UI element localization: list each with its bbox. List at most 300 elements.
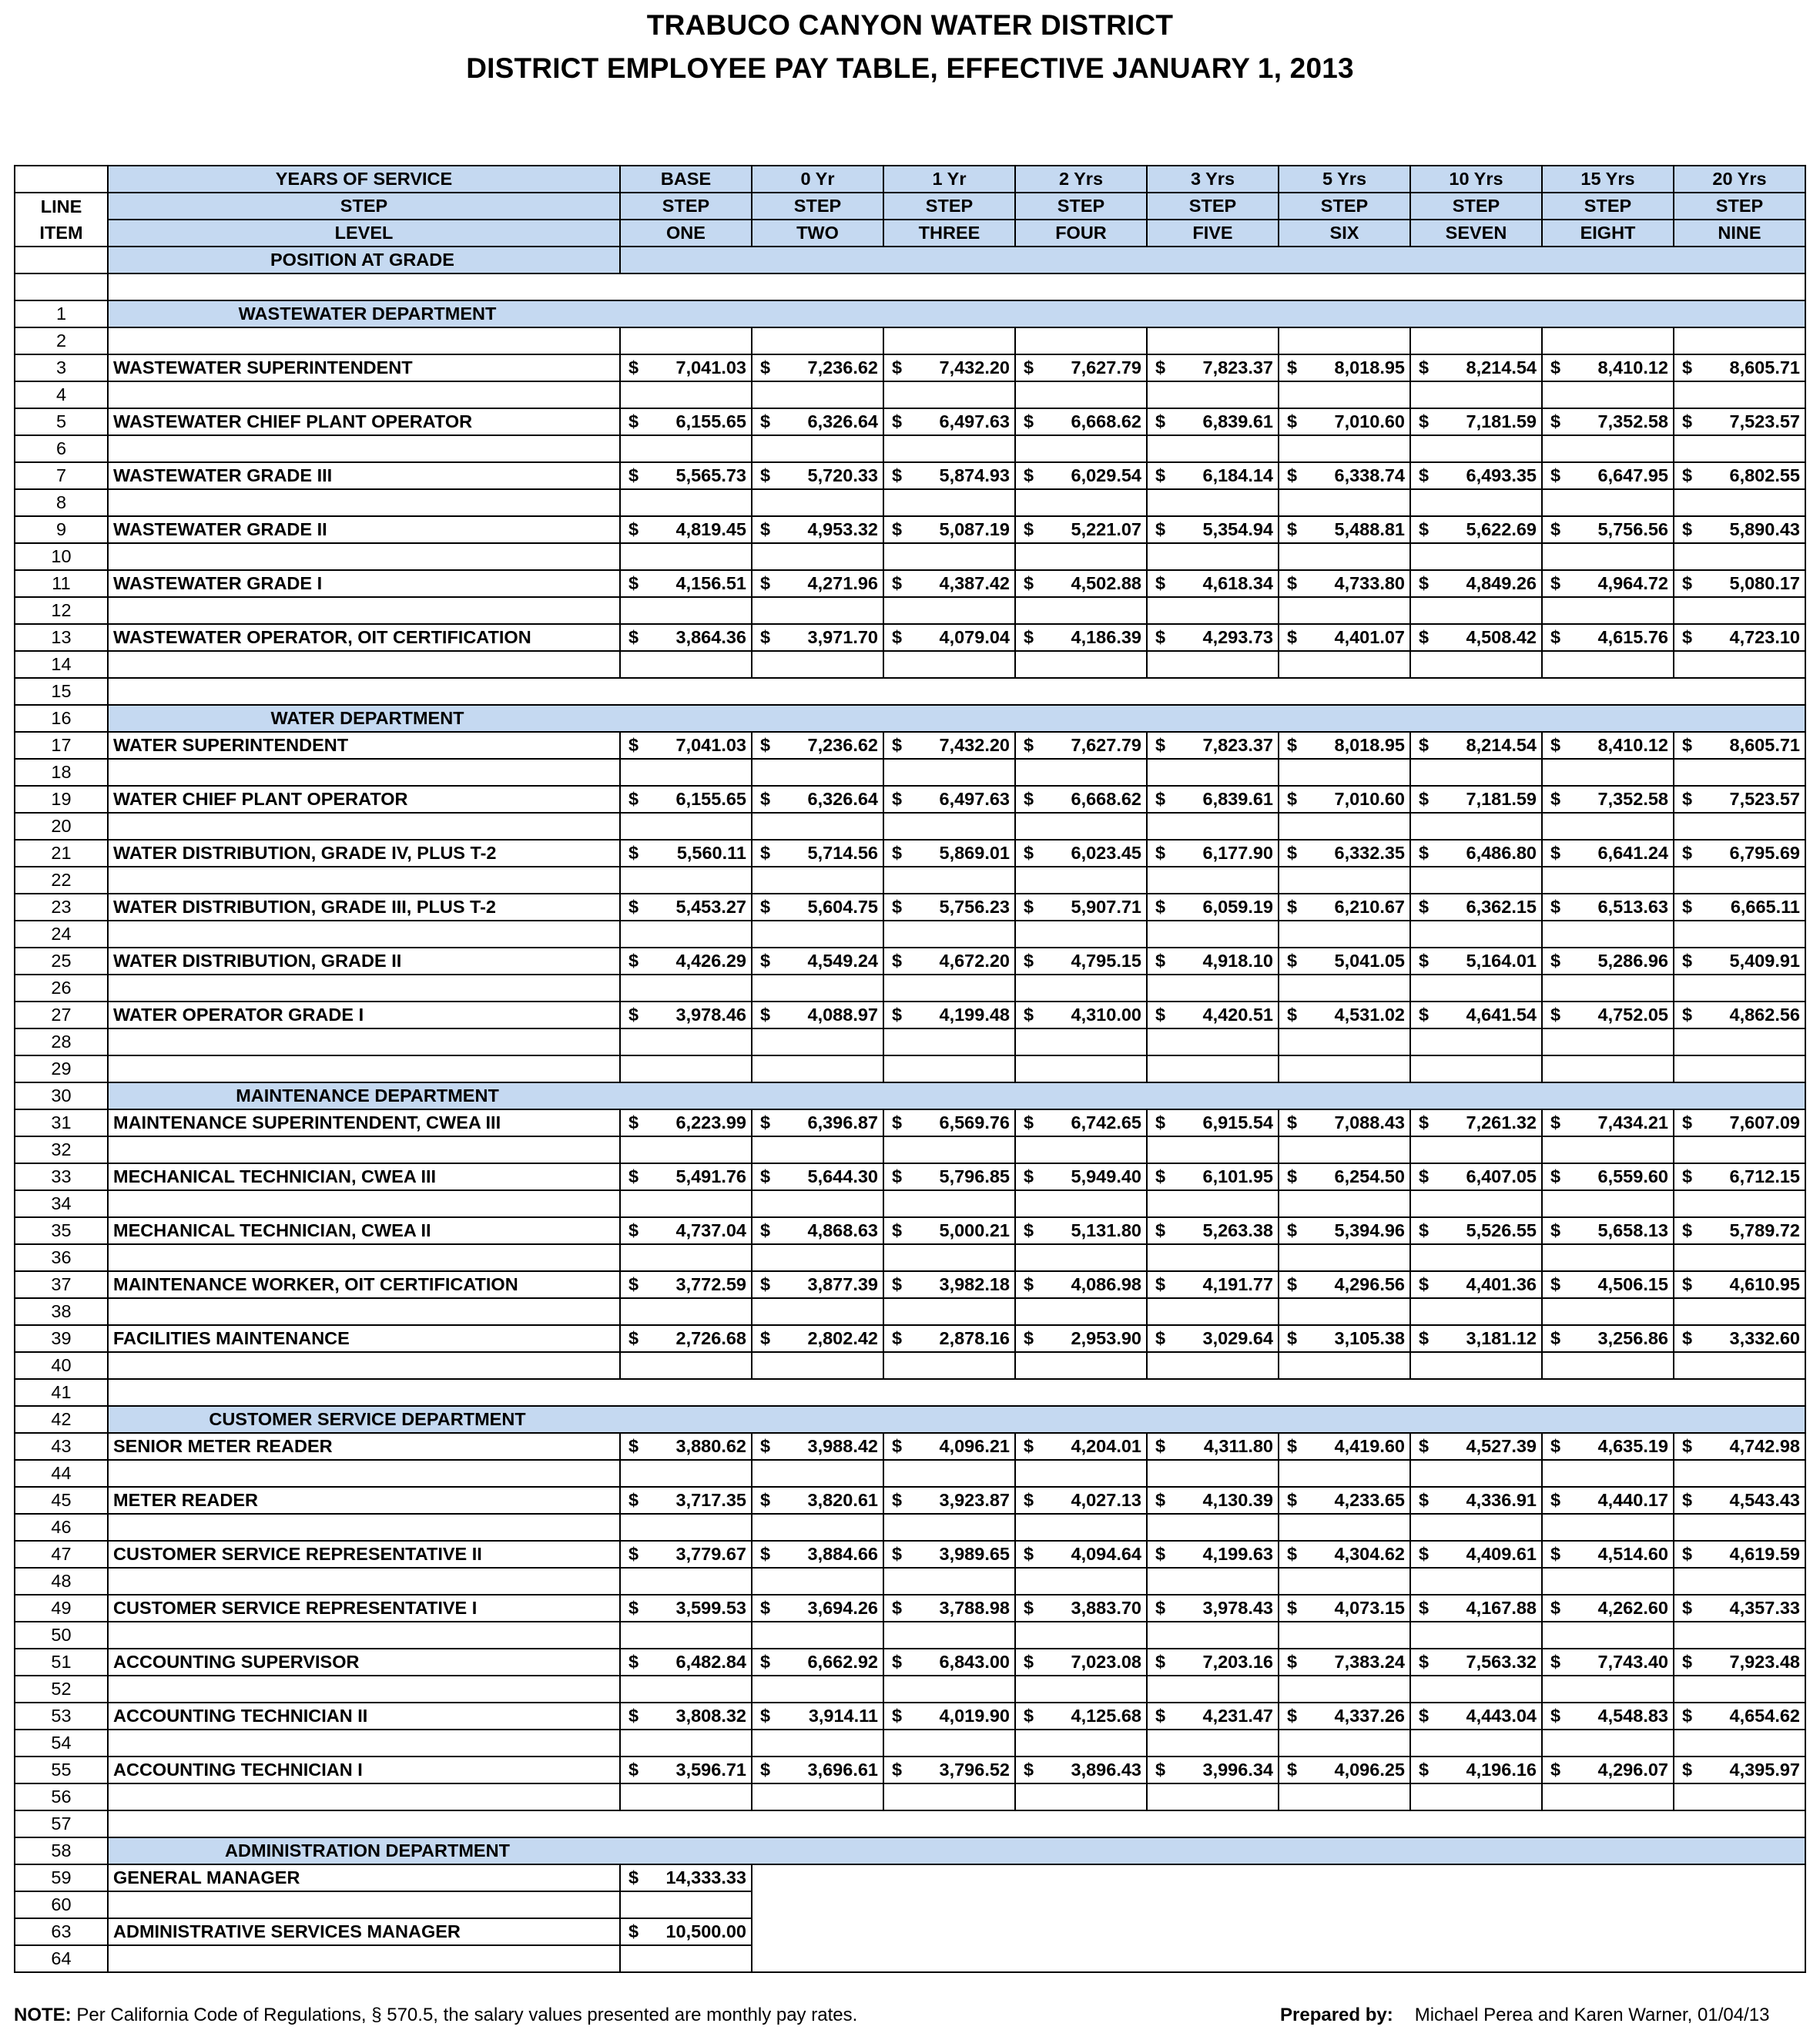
pay-amount: [752, 462, 883, 489]
level-header: SIX: [1279, 220, 1410, 247]
amount-value: 2,802.42: [807, 1328, 878, 1348]
amount-value: 7,023.08: [1071, 1652, 1141, 1672]
amount-value: 4,543.43: [1729, 1490, 1800, 1510]
pay-amount: [620, 1433, 752, 1460]
blank-row: [15, 921, 1805, 948]
currency-symbol: $: [1682, 573, 1693, 593]
amount-value: 6,843.00: [939, 1652, 1010, 1672]
currency-symbol: $: [1155, 357, 1166, 377]
currency-symbol: $: [760, 1544, 771, 1564]
blank-cell: [752, 1730, 883, 1757]
currency-symbol: $: [1155, 1274, 1166, 1294]
currency-symbol: $: [1550, 1436, 1561, 1456]
currency-symbol: $: [1682, 411, 1693, 431]
blank-cell: [1279, 1190, 1410, 1217]
blank-cell: [883, 1298, 1015, 1325]
amount-value: 6,407.05: [1466, 1166, 1537, 1186]
line-number: 9: [15, 516, 108, 543]
years-header: 5 Yrs: [1279, 166, 1410, 193]
currency-symbol: $: [628, 411, 639, 431]
line-number: 36: [15, 1244, 108, 1271]
amount-value: 7,236.62: [807, 357, 878, 377]
currency-symbol: $: [1155, 951, 1166, 971]
amount-value: 3,772.59: [675, 1274, 746, 1294]
amount-value: 3,877.39: [807, 1274, 878, 1294]
currency-symbol: $: [892, 1166, 903, 1186]
amount-value: 6,101.95: [1202, 1166, 1273, 1186]
blank-cell: [108, 651, 620, 678]
currency-symbol: $: [1682, 1005, 1693, 1025]
blank-cell: [752, 435, 883, 462]
blank-cell: [620, 1945, 752, 1972]
line-number: 46: [15, 1514, 108, 1541]
amount-value: 3,884.66: [807, 1544, 878, 1564]
amount-value: 7,823.37: [1202, 735, 1273, 755]
position-row: [15, 1163, 1805, 1190]
amount-value: 4,508.42: [1466, 627, 1537, 647]
amount-value: 3,978.43: [1202, 1598, 1273, 1618]
line-number: 64: [15, 1945, 108, 1972]
amount-value: 4,615.76: [1597, 627, 1668, 647]
pay-amount: [883, 786, 1015, 813]
amount-value: 4,531.02: [1334, 1005, 1405, 1025]
currency-symbol: $: [1024, 1544, 1034, 1564]
pay-amount: [1410, 732, 1542, 759]
amount-value: 4,096.21: [939, 1436, 1010, 1456]
amount-value: 6,668.62: [1071, 789, 1141, 809]
amount-value: 4,440.17: [1597, 1490, 1668, 1510]
currency-symbol: $: [1419, 735, 1430, 755]
blank-row: [15, 1136, 1805, 1163]
currency-symbol: $: [1024, 1112, 1034, 1132]
line-number: 58: [15, 1837, 108, 1864]
currency-symbol: $: [1550, 519, 1561, 539]
blank-cell: [1015, 1460, 1147, 1487]
currency-symbol: $: [1287, 573, 1298, 593]
amount-value: 7,563.32: [1466, 1652, 1537, 1672]
amount-value: 7,010.60: [1334, 411, 1405, 431]
pay-amount: [1147, 408, 1279, 435]
pay-amount: [620, 786, 752, 813]
currency-symbol: $: [1682, 1328, 1693, 1348]
blank-cell: [1542, 1730, 1674, 1757]
line-number: 59: [15, 1864, 108, 1891]
pay-amount: [1674, 894, 1805, 921]
blank-cell: [1542, 1352, 1674, 1379]
amount-value: 7,352.58: [1597, 789, 1668, 809]
pay-amount: [883, 1325, 1015, 1352]
currency-symbol: $: [1155, 519, 1166, 539]
amount-value: 4,742.98: [1729, 1436, 1800, 1456]
currency-symbol: $: [892, 1112, 903, 1132]
pay-amount: [1410, 462, 1542, 489]
currency-symbol: $: [1155, 1544, 1166, 1564]
blank-cell: [620, 1055, 752, 1082]
currency-symbol: $: [1287, 951, 1298, 971]
blank-cell: [752, 543, 883, 570]
department-label: MAINTENANCE DEPARTMENT: [236, 1085, 499, 1106]
blank-cell: [1279, 435, 1410, 462]
position-name: WASTEWATER CHIEF PLANT OPERATOR: [108, 408, 620, 435]
blank-cell: [1147, 597, 1279, 624]
line-number: 56: [15, 1783, 108, 1810]
line-number: 45: [15, 1487, 108, 1514]
pay-amount: [1279, 1487, 1410, 1514]
currency-symbol: $: [1550, 1005, 1561, 1025]
pay-amount: [1410, 1433, 1542, 1460]
pay-amount: [1015, 354, 1147, 381]
blank-cell: [108, 381, 620, 408]
pay-amount: [1410, 840, 1542, 867]
blank-cell: [1147, 867, 1279, 894]
amount-value: 3,880.62: [675, 1436, 746, 1456]
amount-value: 3,796.52: [939, 1760, 1010, 1780]
amount-value: 8,605.71: [1729, 735, 1800, 755]
line-number: 31: [15, 1109, 108, 1136]
years-header: 10 Yrs: [1410, 166, 1542, 193]
pay-amount: [1279, 1109, 1410, 1136]
amount-value: 6,493.35: [1466, 465, 1537, 485]
currency-symbol: $: [1024, 1706, 1034, 1726]
currency-symbol: $: [1287, 1652, 1298, 1672]
header-row-years: [15, 166, 1805, 193]
step-header: STEP: [752, 193, 883, 220]
position-row: [15, 1541, 1805, 1568]
currency-symbol: $: [1024, 1598, 1034, 1618]
pay-amount: [1279, 516, 1410, 543]
blank-cell: [620, 1514, 752, 1541]
currency-symbol: $: [1419, 1652, 1430, 1672]
pay-amount: [620, 1757, 752, 1783]
pay-amount: [1674, 516, 1805, 543]
currency-symbol: $: [760, 573, 771, 593]
blank-cell: [1015, 867, 1147, 894]
amount-value: 4,795.15: [1071, 951, 1141, 971]
blank-cell: [108, 1298, 620, 1325]
blank-cell: [883, 381, 1015, 408]
blank-cell: [108, 759, 620, 786]
amount-value: 4,618.34: [1202, 573, 1273, 593]
blank-cell: [620, 1568, 752, 1595]
amount-value: 4,199.63: [1202, 1544, 1273, 1564]
blank-cell: [883, 1622, 1015, 1649]
pay-amount: [883, 1109, 1015, 1136]
amount-value: 4,672.20: [939, 951, 1010, 971]
line-number: 42: [15, 1406, 108, 1433]
blank-cell: [883, 1136, 1015, 1163]
blank-row: [15, 1945, 1805, 1972]
blank-row: [15, 1568, 1805, 1595]
blank-cell: [1674, 543, 1805, 570]
blank-cell: [1674, 381, 1805, 408]
line-number: 32: [15, 1136, 108, 1163]
amount-value: 7,041.03: [675, 735, 746, 755]
blank-cell: [883, 1244, 1015, 1271]
amount-value: 3,696.61: [807, 1760, 878, 1780]
amount-value: 4,271.96: [807, 573, 878, 593]
pay-amount: [1410, 408, 1542, 435]
amount-value: 7,434.21: [1597, 1112, 1668, 1132]
blank-cell: [108, 1783, 620, 1810]
blank-cell: [1542, 1136, 1674, 1163]
line-number: 54: [15, 1730, 108, 1757]
currency-symbol: $: [1024, 1436, 1034, 1456]
pay-amount: [1015, 570, 1147, 597]
blank-cell: [1015, 435, 1147, 462]
currency-symbol: $: [1287, 897, 1298, 917]
pay-amount: [1015, 1487, 1147, 1514]
blank-cell: [883, 1514, 1015, 1541]
currency-symbol: $: [1419, 1274, 1430, 1294]
department-row: [15, 1406, 1805, 1433]
blank-cell: [1542, 1568, 1674, 1595]
blank-cell: [1279, 975, 1410, 1002]
currency-symbol: $: [1287, 789, 1298, 809]
line-number: 57: [15, 1810, 108, 1837]
currency-symbol: $: [1287, 1220, 1298, 1240]
pay-amount: [1674, 1163, 1805, 1190]
blank-cell: [1147, 435, 1279, 462]
blank-cell: [883, 1783, 1015, 1810]
amount-value: 6,641.24: [1597, 843, 1668, 863]
blank-cell: [620, 1891, 752, 1918]
position-row: [15, 786, 1805, 813]
amount-value: 7,923.48: [1729, 1652, 1800, 1672]
line-number: 10: [15, 543, 108, 570]
blank-cell: [1542, 1622, 1674, 1649]
amount-value: 4,654.62: [1729, 1706, 1800, 1726]
blank-cell: [1279, 867, 1410, 894]
pay-amount: [1147, 1271, 1279, 1298]
position-name: WATER CHIEF PLANT OPERATOR: [108, 786, 620, 813]
blank-cell: [1410, 759, 1542, 786]
blank-cell: [1147, 1783, 1279, 1810]
amount-value: 5,560.11: [676, 843, 746, 863]
blank-cell: [752, 1136, 883, 1163]
blank-cell: [1015, 1676, 1147, 1703]
amount-value: 8,410.12: [1597, 357, 1668, 377]
pay-amount: [1410, 1649, 1542, 1676]
pay-amount: [1410, 948, 1542, 975]
pay-amount: [1674, 408, 1805, 435]
blank-cell: [1542, 1460, 1674, 1487]
blank-cell: [1410, 543, 1542, 570]
amount-value: 6,915.54: [1202, 1112, 1273, 1132]
currency-symbol: $: [892, 1436, 903, 1456]
blank-cell: [620, 1676, 752, 1703]
pay-amount: [1015, 408, 1147, 435]
currency-symbol: $: [760, 735, 771, 755]
pay-amount: [1279, 1595, 1410, 1622]
blank-row: [15, 678, 1805, 705]
currency-symbol: $: [1550, 357, 1561, 377]
currency-symbol: $: [1682, 519, 1693, 539]
position-row: [15, 462, 1805, 489]
blank-cell: [1410, 1730, 1542, 1757]
blank-cell: [1674, 1568, 1805, 1595]
position-name: ADMINISTRATIVE SERVICES MANAGER: [108, 1918, 620, 1945]
pay-amount: [1147, 1002, 1279, 1028]
currency-symbol: $: [892, 951, 903, 971]
line-number: 37: [15, 1271, 108, 1298]
pay-amount: [620, 1217, 752, 1244]
pay-amount: [620, 1541, 752, 1568]
amount-value: 4,502.88: [1071, 573, 1141, 593]
line-number: 18: [15, 759, 108, 786]
amount-value: 3,896.43: [1071, 1760, 1141, 1780]
blank-cell: [1279, 1783, 1410, 1810]
amount-value: 5,221.07: [1071, 519, 1141, 539]
pay-amount: [1542, 1757, 1674, 1783]
amount-value: 5,526.55: [1466, 1220, 1537, 1240]
currency-symbol: $: [1024, 1220, 1034, 1240]
blank-cell: [752, 381, 883, 408]
amount-value: 5,756.56: [1597, 519, 1668, 539]
blank-cell: [883, 435, 1015, 462]
blank-cell: [620, 1460, 752, 1487]
blank-cell: [1015, 975, 1147, 1002]
pay-amount: [1147, 354, 1279, 381]
amount-value: 3,864.36: [675, 627, 746, 647]
amount-value: 8,410.12: [1597, 735, 1668, 755]
pay-amount: [752, 732, 883, 759]
blank-row: [15, 1190, 1805, 1217]
blank-row: [15, 651, 1805, 678]
amount-value: 5,756.23: [939, 897, 1010, 917]
blank-cell: [1674, 759, 1805, 786]
step-header: STEP: [1015, 193, 1147, 220]
currency-symbol: $: [628, 1867, 639, 1887]
blank-cell: [1410, 1136, 1542, 1163]
blank-cell: [883, 1352, 1015, 1379]
pay-amount: [1410, 1595, 1542, 1622]
amount-value: 4,196.16: [1466, 1760, 1537, 1780]
blank-cell: [1279, 597, 1410, 624]
line-number: 24: [15, 921, 108, 948]
amount-value: 7,203.16: [1202, 1652, 1273, 1672]
blank-cell: [1147, 543, 1279, 570]
blank-cell: [752, 1568, 883, 1595]
currency-symbol: $: [1155, 627, 1166, 647]
amount-value: 6,647.95: [1597, 465, 1668, 485]
currency-symbol: $: [628, 573, 639, 593]
pay-amount: [883, 948, 1015, 975]
pay-amount: [1015, 732, 1147, 759]
currency-symbol: $: [1155, 1490, 1166, 1510]
amount-value: 6,210.67: [1334, 897, 1405, 917]
amount-value: 7,432.20: [939, 357, 1010, 377]
position-at-grade-label: POSITION AT GRADE: [108, 247, 620, 273]
currency-symbol: $: [760, 465, 771, 485]
blank-cell: [1015, 597, 1147, 624]
blank-cell: [1147, 1055, 1279, 1082]
amount-value: 6,029.54: [1071, 465, 1141, 485]
pay-amount: [883, 1595, 1015, 1622]
amount-value: 4,231.47: [1202, 1706, 1273, 1726]
pay-amount: [883, 1541, 1015, 1568]
pay-amount: [1147, 1595, 1279, 1622]
currency-symbol: $: [628, 1436, 639, 1456]
pay-table: [14, 165, 1806, 1973]
blank-cell: [15, 273, 108, 300]
amount-value: 8,018.95: [1334, 357, 1405, 377]
currency-symbol: $: [1287, 1005, 1298, 1025]
amount-value: 4,849.26: [1466, 573, 1537, 593]
blank-cell: [1147, 1352, 1279, 1379]
amount-value: 6,184.14: [1202, 465, 1273, 485]
level-header: FOUR: [1015, 220, 1147, 247]
pay-amount: [1674, 1541, 1805, 1568]
currency-symbol: $: [1155, 789, 1166, 809]
blank-row: [15, 435, 1805, 462]
currency-symbol: $: [760, 1220, 771, 1240]
amount-value: 4,199.48: [939, 1005, 1010, 1025]
currency-symbol: $: [1550, 1760, 1561, 1780]
position-name: CUSTOMER SERVICE REPRESENTATIVE II: [108, 1541, 620, 1568]
pay-amount: [1279, 1703, 1410, 1730]
position-name: ACCOUNTING TECHNICIAN I: [108, 1757, 620, 1783]
pay-amount: [1147, 1433, 1279, 1460]
blank-cell: [752, 1244, 883, 1271]
pay-amount: [1674, 354, 1805, 381]
currency-symbol: $: [1287, 411, 1298, 431]
department-label: CUSTOMER SERVICE DEPARTMENT: [209, 1409, 526, 1429]
blank-row: [15, 1298, 1805, 1325]
blank-cell: [108, 1891, 620, 1918]
pay-amount: [1279, 1325, 1410, 1352]
pay-amount: [1015, 1595, 1147, 1622]
amount-value: 4,125.68: [1071, 1706, 1141, 1726]
level-header: SEVEN: [1410, 220, 1542, 247]
blank-cell: [752, 1676, 883, 1703]
amount-value: 4,610.95: [1729, 1274, 1800, 1294]
document-title: TRABUCO CANYON WATER DISTRICT: [646, 9, 1174, 41]
pay-amount: [1147, 732, 1279, 759]
note-label: NOTE:: [14, 2005, 72, 2025]
currency-symbol: $: [892, 1598, 903, 1618]
line-number: 34: [15, 1190, 108, 1217]
blank-cell: [1674, 1244, 1805, 1271]
blank-row: [15, 1810, 1805, 1837]
currency-symbol: $: [1287, 465, 1298, 485]
currency-symbol: $: [1550, 573, 1561, 593]
pay-amount: [1410, 624, 1542, 651]
pay-amount: [883, 1703, 1015, 1730]
amount-value: 4,204.01: [1071, 1436, 1141, 1456]
currency-symbol: $: [1155, 1706, 1166, 1726]
amount-value: 4,262.60: [1597, 1598, 1668, 1618]
pay-amount: [883, 1217, 1015, 1244]
blank-cell: [1147, 1136, 1279, 1163]
currency-symbol: $: [892, 1490, 903, 1510]
pay-amount: [752, 516, 883, 543]
amount-value: 5,087.19: [939, 519, 1010, 539]
blank-row: [15, 1379, 1805, 1406]
amount-value: 4,401.07: [1334, 627, 1405, 647]
blank-cell: [1015, 1190, 1147, 1217]
blank-cell: [1674, 813, 1805, 840]
blank-cell: [108, 543, 620, 570]
header-row-position: [15, 247, 1805, 273]
blank-cell: [1147, 921, 1279, 948]
currency-symbol: $: [1155, 411, 1166, 431]
blank-cell: [883, 867, 1015, 894]
blank-cell: [883, 543, 1015, 570]
position-row: [15, 1757, 1805, 1783]
blank-cell: [1674, 1622, 1805, 1649]
position-row: [15, 1864, 1805, 1891]
currency-symbol: $: [628, 519, 639, 539]
